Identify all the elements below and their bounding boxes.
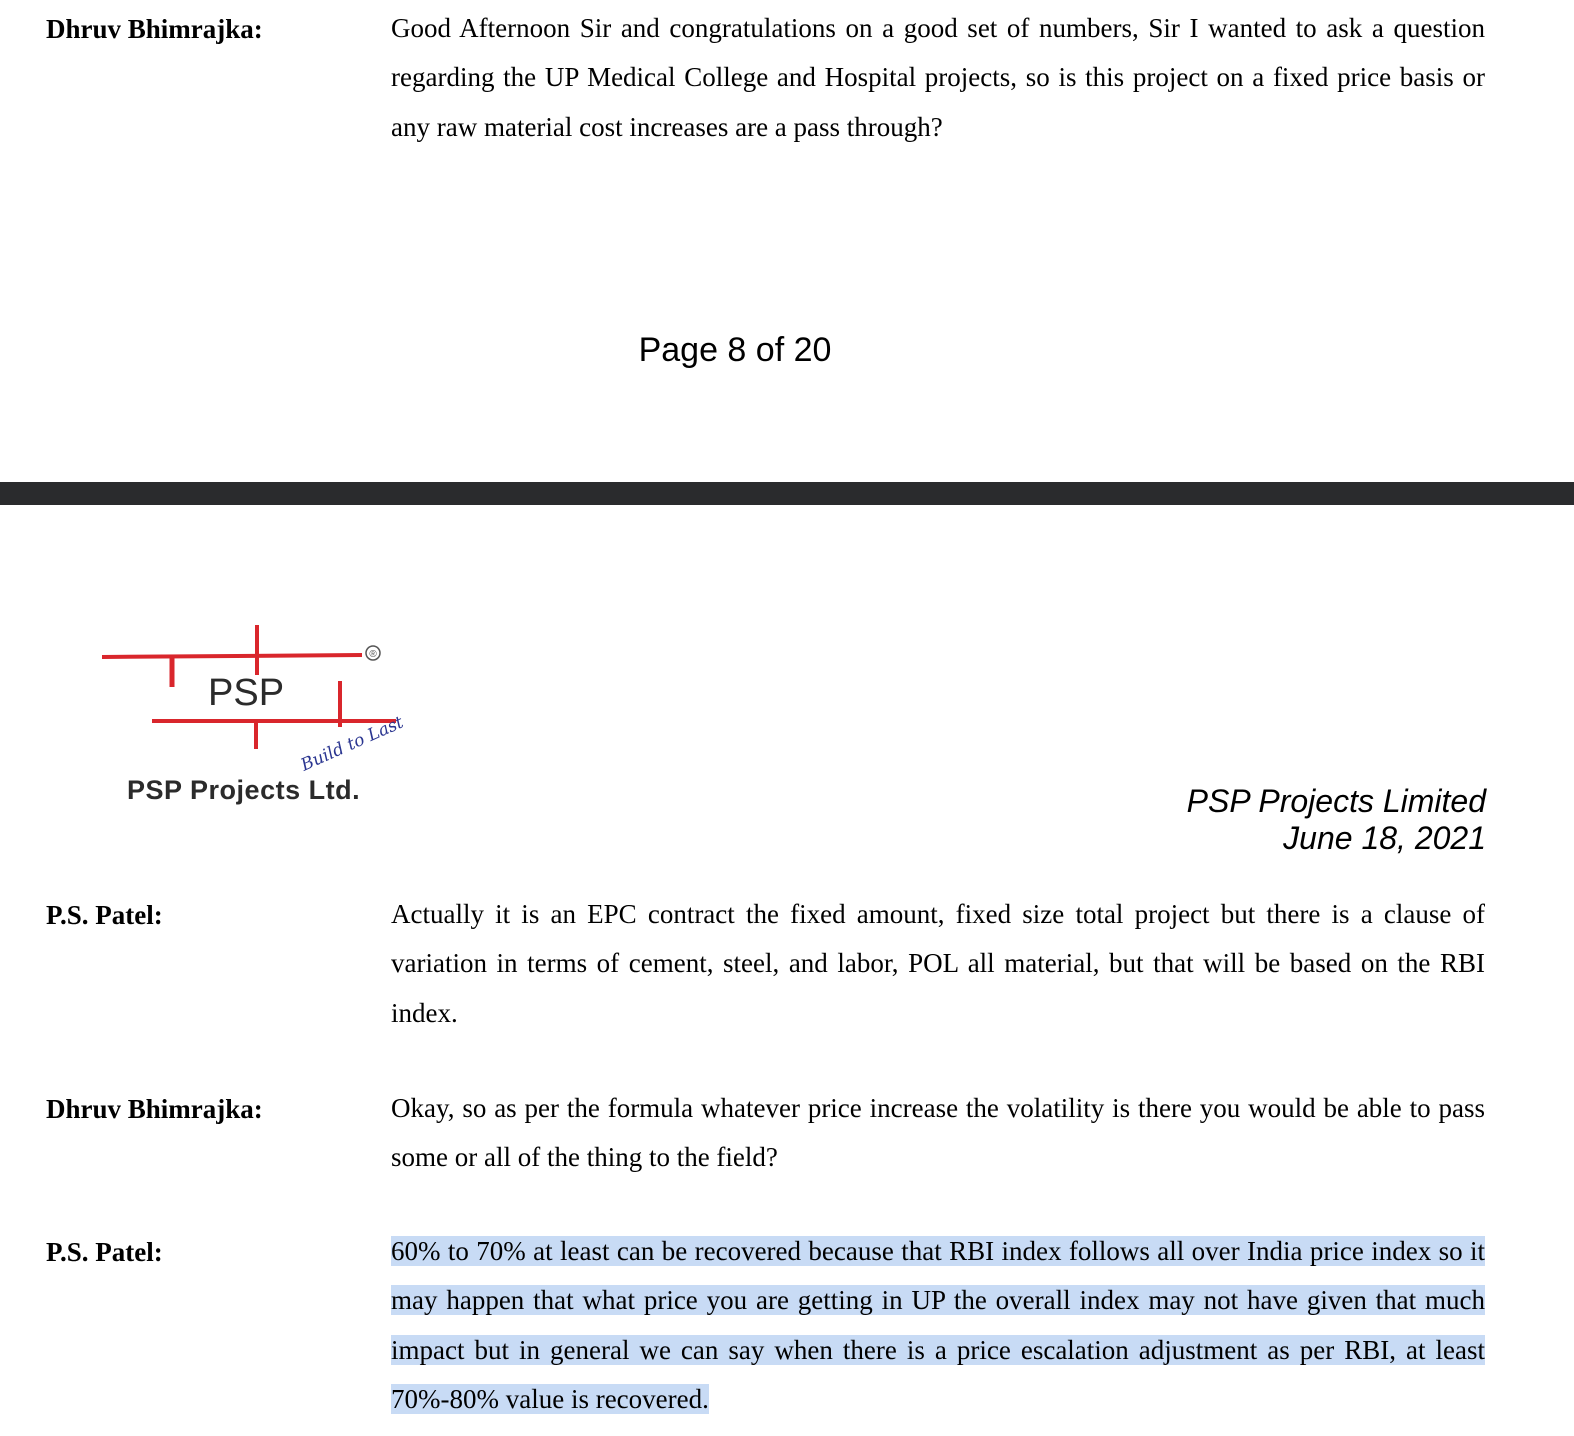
speaker-name: P.S. Patel: — [46, 900, 163, 930]
page-separator — [0, 482, 1574, 505]
header-company: PSP Projects Limited — [1186, 783, 1486, 819]
speaker-name: Dhruv Bhimrajka: — [46, 1094, 263, 1124]
logo-tagline: Build to Last — [297, 712, 407, 776]
text-selection-highlight[interactable]: 60% to 70% at least can be recovered because that RBI index follows all over India price index so it may happen that what price you are getting in UP the overall index may not have given that much impact but in general we can say when there is a price escalation adjustment as per RBI, at least 70%-80% value is recovered. — [391, 1236, 1485, 1414]
page-number: Page 8 of 20 — [638, 331, 832, 369]
document-header — [1187, 783, 1486, 857]
document-page-9 — [0, 505, 1574, 1436]
header-date: June 18, 2021 — [1283, 820, 1486, 856]
transcript-paragraph: Good Afternoon Sir and congratulations on a good set of numbers, Sir I wanted to ask a question regarding the UP Medical College and Hospital projects, so is this project on a fixed price basis or any raw material cost increases are a pass through? — [391, 13, 1485, 142]
transcript-paragraph: Okay, so as per the formula whatever price increase the volatility is there you would be able to pass some or all of the thing to the field? — [391, 1093, 1485, 1173]
logo-company-name: PSP Projects Ltd. — [127, 775, 361, 805]
speaker-name: Dhruv Bhimrajka: — [46, 14, 263, 44]
logo-mark-text: PSP — [208, 672, 285, 714]
speaker-name: P.S. Patel: — [46, 1237, 163, 1267]
document-page-8 — [0, 0, 1574, 482]
transcript-paragraph-highlighted[interactable] — [391, 1227, 1485, 1424]
registered-symbol: ® — [369, 649, 377, 660]
transcript-paragraph: Actually it is an EPC contract the fixed amount, fixed size total project but there is a clause of variation in terms of cement, steel, and labor, POL all material, but that will be based on the RBI index. — [391, 899, 1485, 1028]
